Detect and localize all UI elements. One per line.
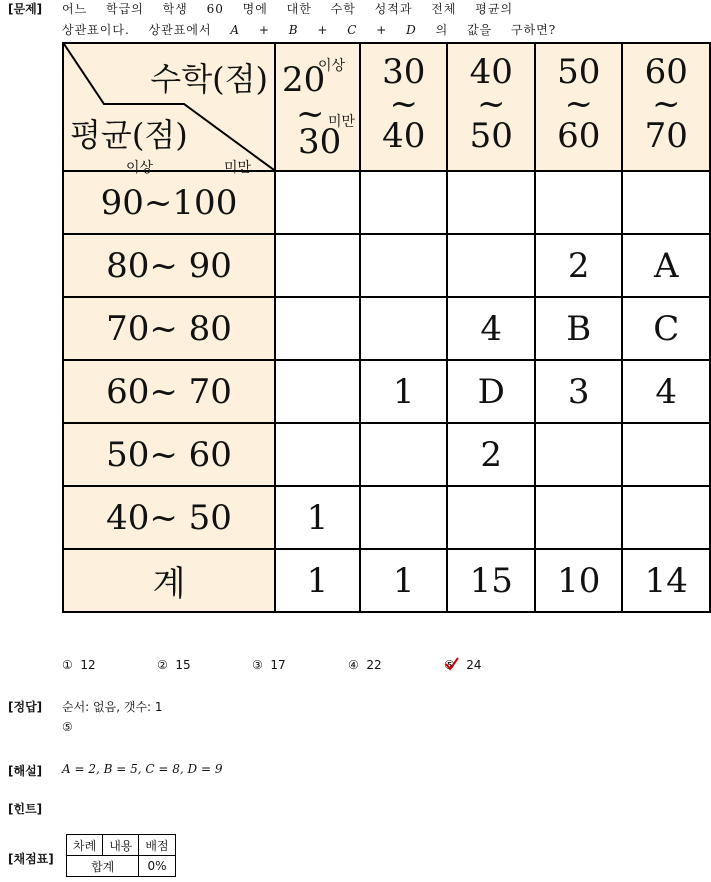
- column-header-60-70: [622, 43, 710, 171]
- scoring-label: [채점표]: [8, 852, 54, 866]
- choice-value: 15: [175, 658, 191, 672]
- question-line-2-suffix: 의 값을 구하면?: [435, 23, 557, 37]
- table-cell: B: [535, 297, 622, 360]
- choice-mark: ④: [348, 658, 359, 672]
- table-cell: [275, 423, 360, 486]
- scoring-header-row: [67, 835, 176, 856]
- hint-label: [힌트]: [8, 802, 43, 816]
- scoring-header: 배점: [139, 835, 175, 856]
- col-from: 40: [469, 52, 513, 92]
- scoring-total-label: 합계: [67, 856, 139, 877]
- check-mark-icon: [445, 657, 459, 671]
- table-cell: A: [622, 234, 710, 297]
- table-corner: [63, 43, 275, 171]
- choice-value: 22: [366, 658, 382, 672]
- question-line-2: [62, 21, 556, 38]
- scoring-total-row: [67, 856, 176, 877]
- explanation-label: [해설]: [8, 764, 43, 778]
- col-sup-below: 미만: [328, 114, 356, 130]
- table-cell: [275, 234, 360, 297]
- col-to: 50: [469, 116, 513, 156]
- table-cell: [360, 486, 447, 549]
- table-header-row: [63, 43, 710, 171]
- answer-meta: 순서: 없음, 갯수: 1: [62, 700, 163, 714]
- row-label: 40~ 50: [63, 486, 275, 549]
- table-cell: [535, 171, 622, 234]
- table-cell: [360, 297, 447, 360]
- table-cell: [447, 234, 534, 297]
- table-cell: [360, 234, 447, 297]
- explanation-text: A = 2, B = 5, C = 8, D = 9: [62, 762, 223, 776]
- scoring-table: [66, 834, 176, 877]
- choice-value: 24: [466, 658, 482, 672]
- table-row: [63, 297, 710, 360]
- question-expression: A + B + C + D: [230, 23, 417, 37]
- scoring-header: 차례: [67, 835, 103, 856]
- question-line-2-prefix: 상관표이다. 상관표에서: [62, 23, 212, 37]
- col-from: 60: [644, 52, 688, 92]
- row-label-text: 90~100: [100, 182, 238, 223]
- question-label: [문제]: [8, 2, 43, 16]
- total-label: 계: [63, 549, 275, 612]
- table-cell: [447, 486, 534, 549]
- table-cell: [622, 171, 710, 234]
- column-header-20-30: [275, 43, 360, 171]
- choice-2[interactable]: [157, 658, 191, 672]
- table-cell: 2: [447, 423, 534, 486]
- table-cell: [535, 423, 622, 486]
- table-cell: [360, 423, 447, 486]
- scoring-total-value: 0%: [139, 856, 175, 877]
- total-cell: 1: [275, 549, 360, 612]
- table-cell: C: [622, 297, 710, 360]
- row-label: 80~ 90: [63, 234, 275, 297]
- col-to: 40: [382, 116, 426, 156]
- column-header-40-50: [447, 43, 534, 171]
- col-tilde: ~: [564, 84, 593, 124]
- table-cell: 4: [622, 360, 710, 423]
- correlation-table: [62, 42, 711, 613]
- choice-mark: ③: [252, 658, 263, 672]
- choice-mark: ①: [62, 658, 73, 672]
- scoring-header: 내용: [103, 835, 139, 856]
- choice-3[interactable]: [252, 658, 286, 672]
- table-cell: [535, 486, 622, 549]
- col-from: 50: [557, 52, 601, 92]
- table-row: [63, 234, 710, 297]
- row-sup-below: 미만: [224, 159, 252, 176]
- table-row: [63, 171, 710, 234]
- table-row: [63, 486, 710, 549]
- row-label: [63, 159, 275, 234]
- table-cell: [275, 297, 360, 360]
- col-tilde: ~: [296, 94, 325, 134]
- corner-top-label: 수학(점): [150, 60, 268, 98]
- row-label: 70~ 80: [63, 297, 275, 360]
- choice-value: 12: [80, 658, 96, 672]
- table-cell: [275, 360, 360, 423]
- row-label: 60~ 70: [63, 360, 275, 423]
- choice-value: 17: [270, 658, 286, 672]
- col-tilde: ~: [651, 84, 681, 124]
- table-cell: D: [447, 360, 534, 423]
- col-from: 30: [382, 52, 426, 92]
- table-cell: 1: [275, 486, 360, 549]
- col-to: 70: [644, 116, 688, 156]
- table-cell: 2: [535, 234, 622, 297]
- col-to: 60: [557, 116, 601, 156]
- table-cell: [360, 171, 447, 234]
- col-to: 30: [298, 122, 342, 162]
- answer-label: [정답]: [8, 700, 43, 714]
- table-cell: 4: [447, 297, 534, 360]
- table-cell: 1: [360, 360, 447, 423]
- choice-1[interactable]: [62, 658, 96, 672]
- choice-5[interactable]: [444, 658, 482, 672]
- table-row: [63, 360, 710, 423]
- choice-4[interactable]: [348, 658, 382, 672]
- column-header-30-40: [360, 43, 447, 171]
- table-cell: [447, 171, 534, 234]
- table-cell: [622, 423, 710, 486]
- table-cell: 3: [535, 360, 622, 423]
- column-header-50-60: [535, 43, 622, 171]
- col-tilde: ~: [389, 84, 418, 124]
- row-sup-above: 이상: [126, 159, 154, 176]
- col-from: 20: [282, 60, 326, 100]
- table-cell: [622, 486, 710, 549]
- answer-mark: ⑤: [62, 720, 73, 734]
- total-cell: 14: [622, 549, 710, 612]
- total-cell: 1: [360, 549, 447, 612]
- total-cell: 10: [535, 549, 622, 612]
- choice-mark: ②: [157, 658, 168, 672]
- row-label: 50~ 60: [63, 423, 275, 486]
- table-row: [63, 423, 710, 486]
- choice-mark: ⑤: [444, 658, 459, 672]
- col-tilde: ~: [476, 84, 506, 124]
- table-total-row: [63, 549, 710, 612]
- table-cell: [275, 171, 360, 234]
- col-sup-above: 이상: [318, 58, 346, 74]
- total-cell: 15: [447, 549, 534, 612]
- corner-bottom-label: 평균(점): [70, 116, 188, 154]
- question-line-1: 어느 학급의 학생 60 명에 대한 수학 성적과 전체 평균의: [62, 2, 514, 16]
